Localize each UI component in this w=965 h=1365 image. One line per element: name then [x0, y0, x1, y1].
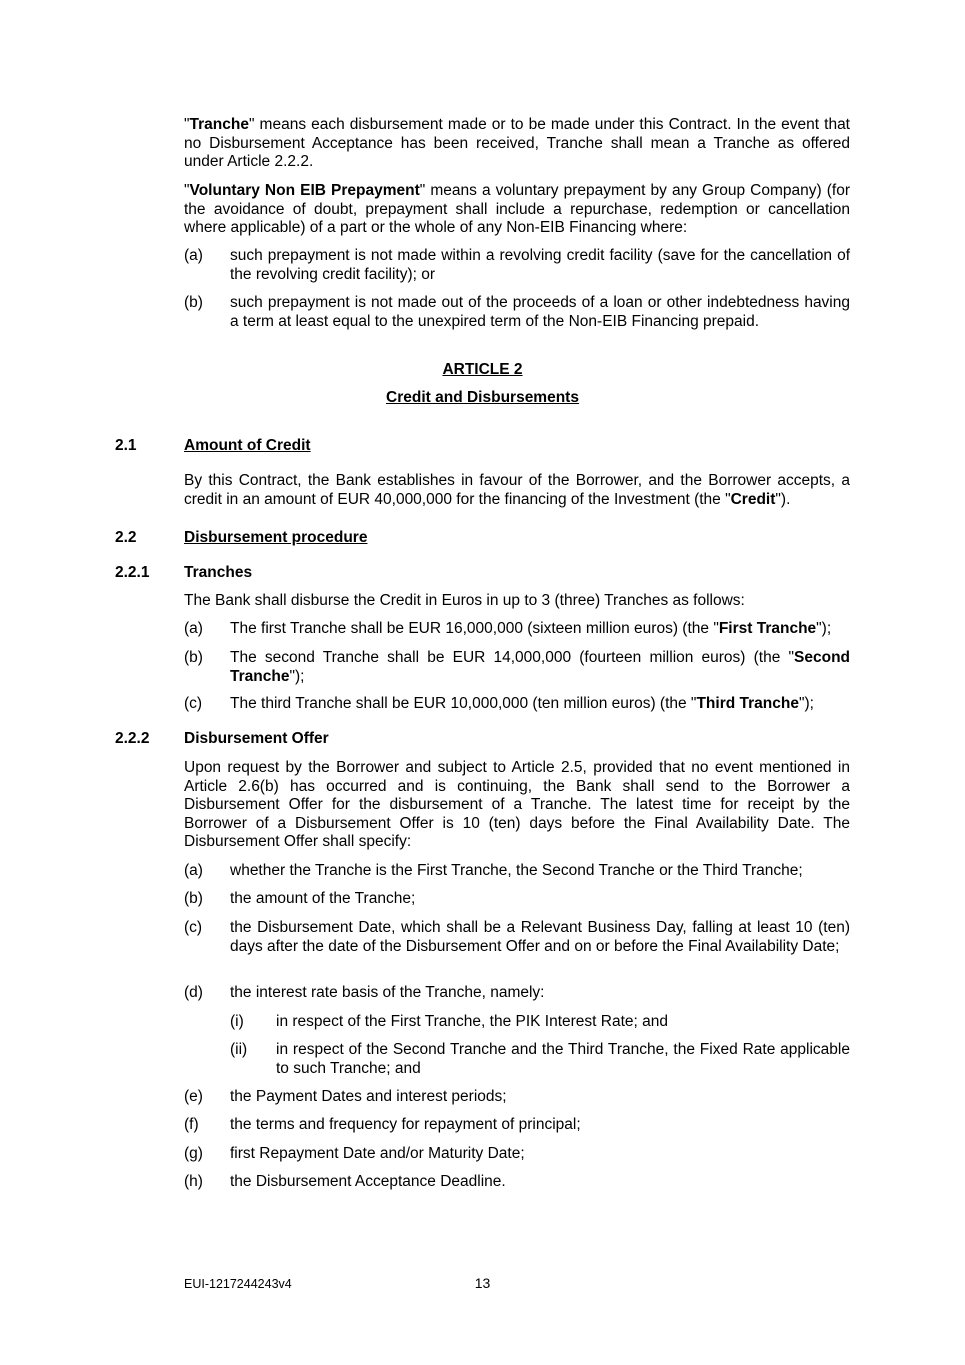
sub-list-item — [230, 1013, 850, 1032]
list-item — [184, 649, 850, 686]
article-number: ARTICLE 2 — [442, 361, 523, 378]
list-text: first Repayment Date and/or Maturity Date; — [230, 1145, 525, 1162]
list-text: the terms and frequency for repayment of principal; — [230, 1116, 581, 1133]
definition-voluntary-prepayment: "Voluntary Non EIB Prepayment" means a voluntary prepayment by any Group Company) (for the avoidance of doubt, prepayment shall include a repurchase, redemption or cancellation where applicable) of a part or the whole of any Non-EIB Financing where: — [184, 182, 850, 236]
list-text: the Disbursement Acceptance Deadline. — [230, 1173, 506, 1190]
list-label: (d) — [184, 984, 203, 1001]
list-text: the Payment Dates and interest periods; — [230, 1088, 507, 1105]
list-label: (h) — [184, 1173, 203, 1190]
section-number: 2.2.1 — [115, 564, 150, 581]
list-text: such prepayment is not made out of the proceeds of a loan or other indebtedness having a term at least equal to the unexpired term of the Non-EIB Financing prepaid. — [230, 294, 850, 330]
sub-list-text: in respect of the Second Tranche and the Third Tranche, the Fixed Rate applicable to such Tranche; and — [276, 1041, 850, 1077]
definition-term: Tranche — [189, 116, 249, 133]
article-title: Credit and Disbursements — [386, 389, 579, 406]
section-number: 2.1 — [115, 437, 137, 454]
section-title: Amount of Credit — [184, 437, 311, 454]
list-label: (f) — [184, 1116, 199, 1133]
section-intro-2-2-2: Upon request by the Borrower and subject to Article 2.5, provided that no event mentioned in Article 2.6(b) has occurred and is continuing, the Bank shall send to the Borrower a Disbursement Offer for the disbursement of a Tranche. The latest time for receipt by the Borrower of a Disbursement Offer is 10 (ten) days before the Final Availability Date. The Disbursement Offer shall specify: — [184, 759, 850, 850]
sub-list-label: (ii) — [230, 1041, 248, 1058]
list-text: the interest rate basis of the Tranche, namely: — [230, 984, 545, 1001]
definition-tranche: "Tranche" means each disbursement made or to be made under this Contract. In the event that no Disbursement Acceptance has been received, Tranche shall mean a Tranche as offered under Article 2.2.2. — [184, 116, 850, 170]
list-text: The second Tranche shall be EUR 14,000,000 (fourteen million euros) (the "Second Tranche"); — [230, 649, 850, 685]
section-number: 2.2 — [115, 529, 137, 546]
section-text-2-1: By this Contract, the Bank establishes in favour of the Borrower, and the Borrower accepts, a credit in an amount of EUR 40,000,000 for the financing of the Investment (the "Credit"). — [184, 472, 850, 508]
section-number: 2.2.2 — [115, 730, 150, 747]
section-intro-2-2-1: The Bank shall disburse the Credit in Euros in up to 3 (three) Tranches as follows: — [184, 592, 745, 609]
list-label: (b) — [184, 890, 203, 907]
list-label: (c) — [184, 695, 203, 712]
list-item — [184, 620, 850, 639]
list-label: (a) — [184, 247, 203, 264]
list-item — [184, 984, 850, 1003]
list-label: (e) — [184, 1088, 203, 1105]
list-item — [184, 862, 850, 881]
section-title: Disbursement procedure — [184, 529, 368, 546]
list-item — [184, 1145, 850, 1164]
sub-list-item — [230, 1041, 850, 1078]
list-item — [184, 294, 850, 331]
list-label: (c) — [184, 919, 203, 936]
list-label: (a) — [184, 862, 203, 879]
list-text: the Disbursement Date, which shall be a Relevant Business Day, falling at least 10 (ten) days after the date of the Disbursement Offer and on or before the Final Availability Date; — [230, 919, 850, 955]
list-text: The first Tranche shall be EUR 16,000,000 (sixteen million euros) (the "First Tranche"); — [230, 620, 832, 637]
list-item — [184, 247, 850, 284]
list-text: the amount of the Tranche; — [230, 890, 416, 907]
footer-document-id: EUI-1217244243v4 — [184, 1277, 292, 1291]
list-text: such prepayment is not made within a revolving credit facility (save for the cancellation of the revolving credit facility); or — [230, 247, 850, 283]
list-item — [184, 890, 850, 909]
list-item — [184, 1173, 850, 1192]
list-label: (g) — [184, 1145, 203, 1162]
definition-term: Voluntary Non EIB Prepayment — [189, 182, 420, 199]
list-label: (b) — [184, 294, 203, 311]
list-item — [184, 1088, 850, 1107]
list-item — [184, 1116, 850, 1135]
list-text: The third Tranche shall be EUR 10,000,000 (ten million euros) (the "Third Tranche"); — [230, 695, 814, 712]
section-title: Disbursement Offer — [184, 730, 329, 747]
section-title: Tranches — [184, 564, 253, 581]
list-text: whether the Tranche is the First Tranche, the Second Tranche or the Third Tranche; — [230, 862, 803, 879]
list-label: (a) — [184, 620, 203, 637]
definition-text: means each disbursement made or to be made under this Contract. In the event that no Disbursement Acceptance has been received, Tranche shall mean a Tranche as offered under Article 2.2.2. — [184, 116, 850, 170]
list-item — [184, 919, 850, 956]
list-label: (b) — [184, 649, 203, 666]
sub-list-text: in respect of the First Tranche, the PIK Interest Rate; and — [276, 1013, 669, 1030]
page-number: 13 — [474, 1275, 491, 1291]
definition-text: means a voluntary prepayment by any Group Company) (for the avoidance of doubt, prepayment shall include a repurchase, redemption or cancellation where applicable) of a part or the whole of any Non-EIB Financing where: — [184, 182, 850, 236]
list-item — [184, 695, 850, 714]
sub-list-label: (i) — [230, 1013, 244, 1030]
